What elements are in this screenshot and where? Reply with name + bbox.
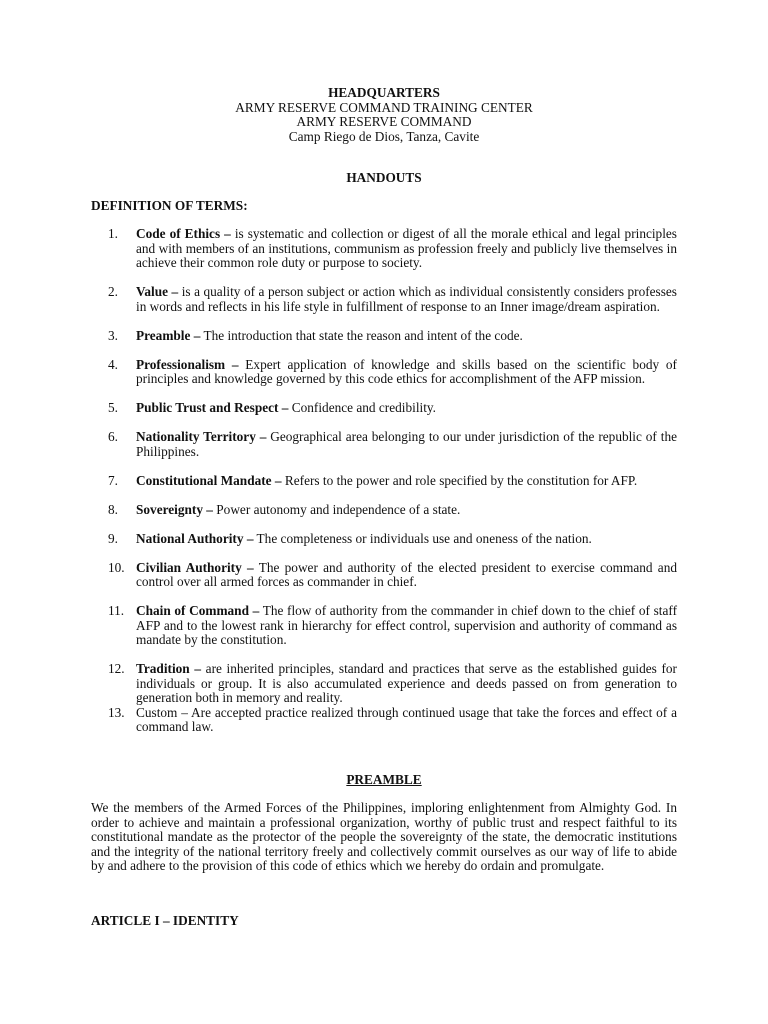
term-number: 11. (108, 603, 125, 618)
term-name: Code of Ethics – (136, 226, 231, 241)
term-number: 1. (108, 226, 118, 241)
term-definition: is systematic and collection or digest of all the morale ethical and legal principles and with members of an institutions, communism as profession freely and publicly live themselves in achieve their common role duty or purpose to society. (136, 226, 677, 270)
term-number: 13. (108, 704, 125, 720)
term-number: 6. (108, 429, 118, 444)
term-number: 9. (108, 530, 118, 546)
term-name: Chain of Command – (136, 603, 260, 618)
term-item (108, 285, 677, 314)
term-name: Preamble – (136, 327, 201, 343)
term-name: Public Trust and Respect – (136, 400, 289, 415)
term-item (108, 227, 677, 271)
term-name: National Authority – (136, 530, 254, 546)
letterhead-line-3: ARMY RESERVE COMMAND (296, 114, 472, 129)
term-name: Value – (136, 284, 179, 299)
term-definition: Power autonomy and independence of a state. (212, 501, 461, 517)
term-item (108, 532, 677, 547)
term-number: 4. (108, 356, 118, 372)
handouts-title: HANDOUTS (346, 170, 422, 185)
term-item (108, 401, 677, 416)
term-definition: are inherited principles, standard and practices that serve as the established guides for individuals or group. It is also accumulated experience and deeds passed on from generation to generation both in memory and reality. (136, 661, 677, 705)
term-definition: The flow of authority from the commander in chief down to the chief of staff AFP and to the lowest rank in hierarchy for effect control, supervision and authority of command as mandate by the constitution. (136, 603, 677, 647)
term-name: Tradition – (136, 661, 201, 676)
preamble-heading: PREAMBLE (346, 772, 422, 787)
term-name: Constitutional Mandate – (136, 472, 282, 488)
term-item (108, 358, 677, 387)
term-item (108, 430, 677, 459)
term-definition: The introduction that state the reason and intent of the code. (200, 327, 523, 343)
term-item (108, 561, 677, 590)
term-item (108, 474, 677, 489)
term-item (108, 604, 677, 648)
term-name: Civilian Authority – (136, 559, 254, 575)
term-definition: is a quality of a person subject or action which as individual consistently considers professes in words and reflects in his life style in fulfillment of response to an Inner image/dream aspiration. (136, 284, 677, 314)
term-definition: Confidence and credibility. (288, 400, 437, 415)
term-number: 12. (108, 661, 125, 676)
term-definition: The completeness or individuals use and oneness of the nation. (253, 530, 592, 546)
letterhead-line-2: ARMY RESERVE COMMAND TRAINING CENTER (235, 99, 533, 115)
letterhead-line-4: Camp Riego de Dios, Tanza, Cavite (288, 128, 480, 144)
term-number: 2. (108, 284, 118, 299)
term-number: 7. (108, 472, 118, 488)
definitions-heading: DEFINITION OF TERMS: (91, 198, 248, 213)
term-number: 8. (108, 501, 118, 517)
term-definition: Geographical area belonging to our under jurisdiction of the republic of the Philippines. (136, 429, 677, 459)
term-item (108, 503, 677, 518)
term-item (108, 329, 677, 344)
term-name: Professionalism – (136, 356, 239, 372)
term-definition: Expert application of knowledge and skills based on the scientific body of principles and knowledge governed by this code ethics for accomplishment of the AFP mission. (136, 356, 677, 386)
letterhead (0, 86, 768, 144)
term-number: 5. (108, 400, 118, 415)
term-definition: The power and authority of the elected president to exercise command and control over all armed forces as commander in chief. (136, 559, 677, 589)
term-item (108, 706, 677, 735)
term-name: Sovereignty – (136, 501, 213, 517)
term-item (108, 662, 677, 706)
term-definition: Refers to the power and role specified by the constitution for AFP. (281, 472, 638, 488)
term-number: 3. (108, 327, 118, 343)
term-number: 10. (108, 559, 125, 575)
term-name: Nationality Territory – (136, 429, 267, 444)
letterhead-line-1: HEADQUARTERS (328, 85, 440, 100)
term-definition: Custom – Are accepted practice realized through continued usage that take the forces and effect of a command law. (136, 704, 677, 734)
terms-list (108, 227, 677, 735)
preamble-paragraph: We the members of the Armed Forces of the Philippines, imploring enlightenment from Almighty God. In order to achieve and maintain a professional organization, worthy of public trust and respect faithful to its constitutional mandate as the protector of the people the sovereignty of the state, the democratic institutions and the integrity of the national territory freely and collectively commit ourselves as our way of life to abide by and adhere to the provision of this code of ethics which we hereby do ordain and promulgate. (91, 800, 677, 873)
article-heading: ARTICLE I – IDENTITY (91, 913, 239, 928)
